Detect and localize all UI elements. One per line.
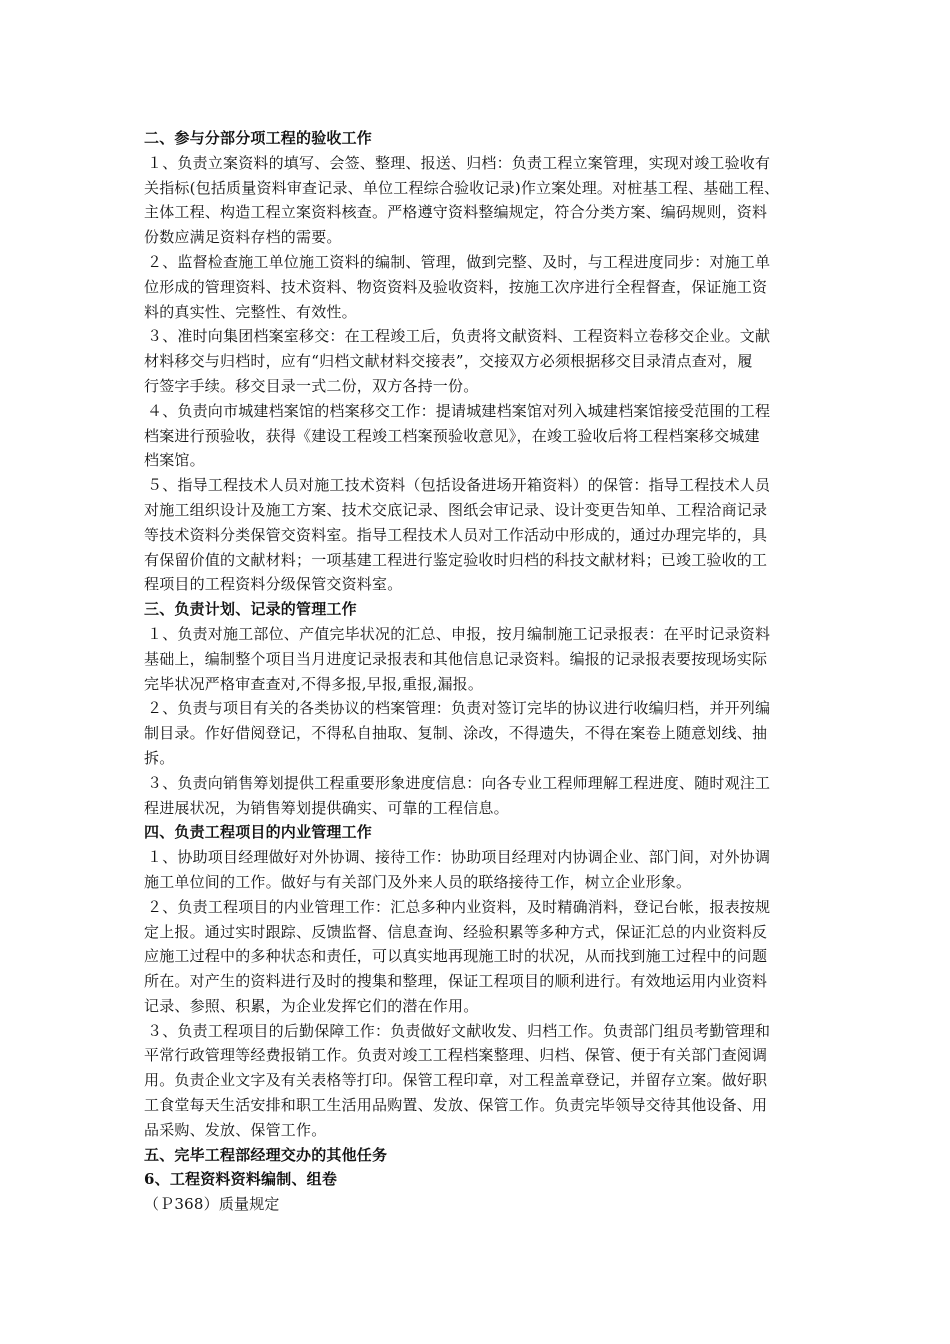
paragraph-line: １、负责立案资料的填写、会签、整理、报送、归档：负责工程立案管理，实现对竣工验收有 [147,153,771,172]
paragraph-line: 档案馆。 [144,451,205,470]
paragraph-line: （Ｐ368）质量规定 [144,1195,280,1214]
paragraph-line: 有保留价值的文献材料；一项基建工程进行鉴定验收时归档的科技文献材料；已竣工验收的工 [144,550,768,569]
paragraph-line: 程项目的工程资料分级保管交资料室。 [144,575,403,594]
paragraph-line: １、协助项目经理做好对外协调、接待工作：协助项目经理对内协调企业、部门间，对外协调 [147,848,771,867]
paragraph-line: 制目录。作好借阅登记，不得私自抽取、复制、涂改，不得遗失，不得在案卷上随意划线、抽 [144,724,768,743]
paragraph-line: ３、负责向销售筹划提供工程重要形象进度信息：向各专业工程师理解工程进度、随时观注工 [147,773,771,792]
paragraph-line: 品采购、发放、保管工作。 [144,1120,327,1139]
paragraph-line: 基础上，编制整个项目当月进度记录报表和其他信息记录资料。编报的记录报表要按现场实际 [144,649,768,668]
paragraph-line: ２、监督检查施工单位施工资料的编制、管理，做到完整、及时，与工程进度同步：对施工单 [147,252,771,271]
paragraph-line: 施工单位间的工作。做好与有关部门及外来人员的联络接待工作，树立企业形象。 [144,872,692,891]
paragraph-line: ３、准时向集团档案室移交：在工程竣工后，负责将文献资料、工程资料立卷移交企业。文献 [147,327,771,346]
paragraph-line: 应施工过程中的多种状态和责任，可以真实地再现施工时的状况，从而找到施工过程中的问题 [144,947,768,966]
paragraph-line: ２、负责工程项目的内业管理工作：汇总多种内业资料，及时精确消料，登记台帐，报表按规 [147,897,771,916]
paragraph-line: 用。负责企业文字及有关表格等打印。保管工程印章，对工程盖章登记，并留存立案。做好职 [144,1071,768,1090]
paragraph-line: 档案进行预验收，获得《建设工程竣工档案预验收意见》，在竣工验收后将工程档案移交城建 [144,426,760,445]
paragraph-line: １、负责对施工部位、产值完毕状况的汇总、申报，按月编制施工记录报表：在平时记录资料 [147,624,771,643]
paragraph-line: 份数应满足资料存档的需要。 [144,228,342,247]
paragraph-line: 主体工程、构造工程立案资料核查。严格遵守资料整编规定，符合分类方案、编码规则，资料 [144,203,768,222]
paragraph-line: 材料移交与归档时，应有“归档文献材料交接表”，交接双方必须根据移交目录清点查对，履 [144,352,753,371]
paragraph-line: 关指标(包括质量资料审查记录、单位工程综合验收记录)作立案处理。对桩基工程、基础工程、 [144,178,780,197]
paragraph-line: 对施工组织设计及施工方案、技术交底记录、图纸会审记录、设计变更告知单、工程洽商记录 [144,500,768,519]
section-heading-4: 四、负责工程项目的内业管理工作 [144,823,373,842]
paragraph-line: 程进展状况，为销售筹划提供确实、可靠的工程信息。 [144,798,509,817]
paragraph-line: ２、负责与项目有关的各类协议的档案管理：负责对签订完毕的协议进行收编归档，并开列编 [147,699,771,718]
section-heading-6: 6、工程资料资料编制、组卷 [144,1170,338,1189]
paragraph-line: 记录、参照、积累，为企业发挥它们的潜在作用。 [144,996,479,1015]
section-heading-3: 三、负责计划、记录的管理工作 [144,600,357,619]
paragraph-line: 拆。 [144,748,175,767]
paragraph-line: 等技术资料分类保管交资料室。指导工程技术人员对工作活动中形成的，通过办理完毕的，具 [144,525,768,544]
paragraph-line: 位形成的管理资料、技术资料、物资资料及验收资料，按施工次序进行全程督查，保证施工资 [144,277,768,296]
section-heading-5: 五、完毕工程部经理交办的其他任务 [144,1145,388,1164]
paragraph-line: 平常行政管理等经费报销工作。负责对竣工工程档案整理、归档、保管、便于有关部门查阅调 [144,1046,768,1065]
paragraph-line: 完毕状况严格审查查对,不得多报,早报,重报,漏报。 [144,674,484,693]
paragraph-line: 料的真实性、完整性、有效性。 [144,302,357,321]
section-heading-2: 二、参与分部分项工程的验收工作 [144,129,373,147]
paragraph-line: 所在。对产生的资料进行及时的搜集和整理，保证工程项目的顺利进行。有效地运用内业资料 [144,972,768,991]
paragraph-line: 行签字手续。移交目录一式二份，双方各持一份。 [144,376,479,395]
paragraph-line: 工食堂每天生活安排和职工生活用品购置、发放、保管工作。负责完毕领导交待其他设备、用 [144,1096,768,1115]
paragraph-line: ４、负责向市城建档案馆的档案移交工作：提请城建档案馆对列入城建档案馆接受范围的工程 [147,401,771,420]
paragraph-line: ３、负责工程项目的后勤保障工作：负责做好文献收发、归档工作。负责部门组员考勤管理和 [147,1021,771,1040]
paragraph-line: ５、指导工程技术人员对施工技术资料（包括设备进场开箱资料）的保管：指导工程技术人员 [147,476,771,495]
paragraph-line: 定上报。通过实时跟踪、反馈监督、信息查询、经验积累等多种方式，保证汇总的内业资料反 [144,922,768,941]
document-page [144,126,814,1217]
